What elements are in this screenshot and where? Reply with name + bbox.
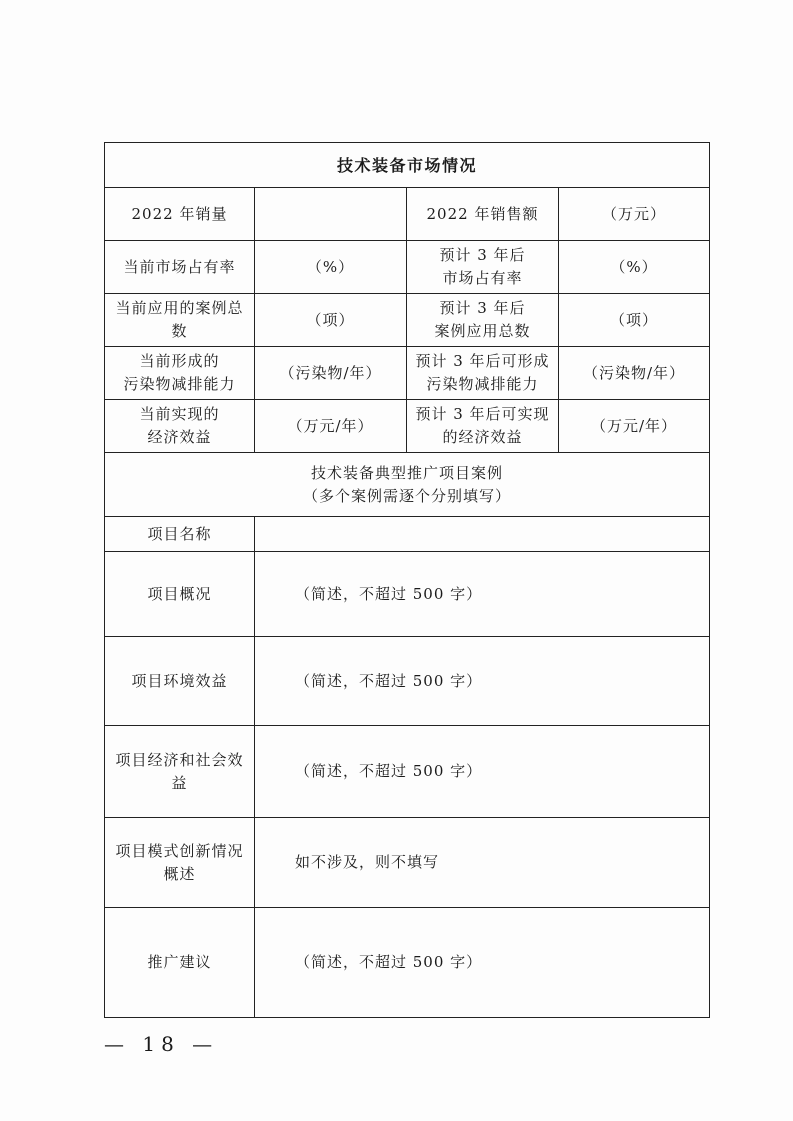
label-project-econ-social-benefit: [105, 726, 255, 818]
field-project-name[interactable]: [255, 517, 710, 552]
label-current-case-count: [105, 294, 255, 347]
equipment-market-form: [104, 142, 710, 1018]
field-current-market-share[interactable]: （%）: [255, 241, 407, 294]
section-title-cases: [105, 453, 710, 517]
label-line: 当前实现的: [139, 405, 220, 423]
label-line: 污染物减排能力: [123, 375, 236, 393]
label-current-emission-reduction: [105, 347, 255, 400]
field-case-count-3-years[interactable]: （项）: [559, 294, 710, 347]
label-line: 项目模式创新情况: [115, 841, 244, 860]
label-line: 项目经济和社会效: [115, 750, 244, 769]
label-line: 数: [171, 322, 188, 340]
label-line: 当前形成的: [139, 352, 220, 370]
label-emission-reduction-3-years: [407, 347, 559, 400]
section-title-market: 技术装备市场情况: [105, 143, 710, 188]
label-project-overview: 项目概况: [105, 552, 255, 637]
label-current-economic-benefit: [105, 400, 255, 453]
label-line: 益: [171, 773, 188, 792]
label-line: 污染物减排能力: [426, 375, 539, 393]
label-current-market-share: 当前市场占有率: [105, 241, 255, 294]
label-line: 预计 3 年后: [439, 246, 526, 264]
label-line: 预计 3 年后可实现: [415, 405, 550, 423]
field-current-case-count[interactable]: （项）: [255, 294, 407, 347]
field-current-economic-benefit[interactable]: （万元/年）: [255, 400, 407, 453]
label-2022-sales-volume: 2022 年销量: [105, 188, 255, 241]
field-2022-sales-volume[interactable]: [255, 188, 407, 241]
label-line: 经济效益: [147, 428, 212, 446]
label-line: 预计 3 年后可形成: [415, 352, 550, 370]
field-emission-reduction-3-years[interactable]: （污染物/年）: [559, 347, 710, 400]
label-line: 预计 3 年后: [439, 299, 526, 317]
label-promotion-recommendation: 推广建议: [105, 908, 255, 1018]
section-subtitle-line: （多个案例需逐个分别填写）: [303, 486, 512, 505]
section-title-line: 技术装备典型推广项目案例: [311, 463, 504, 482]
label-project-model-innovation: [105, 818, 255, 908]
label-market-share-3-years: [407, 241, 559, 294]
field-project-econ-social-benefit[interactable]: （简述，不超过 500 字）: [255, 726, 710, 818]
label-economic-benefit-3-years: [407, 400, 559, 453]
label-line: 概述: [163, 864, 196, 883]
field-project-env-benefit[interactable]: （简述，不超过 500 字）: [255, 637, 710, 726]
label-line: 案例应用总数: [434, 322, 531, 340]
label-line: 的经济效益: [442, 428, 523, 446]
field-current-emission-reduction[interactable]: （污染物/年）: [255, 347, 407, 400]
field-economic-benefit-3-years[interactable]: （万元/年）: [559, 400, 710, 453]
label-line: 市场占有率: [442, 269, 523, 287]
field-2022-sales-amount[interactable]: （万元）: [559, 188, 710, 241]
label-project-name: 项目名称: [105, 517, 255, 552]
field-project-model-innovation[interactable]: 如不涉及，则不填写: [255, 818, 710, 908]
field-project-overview[interactable]: （简述，不超过 500 字）: [255, 552, 710, 637]
label-line: 当前应用的案例总: [115, 299, 244, 317]
page-number: — 18 —: [104, 1032, 219, 1056]
label-2022-sales-amount: 2022 年销售额: [407, 188, 559, 241]
label-project-env-benefit: 项目环境效益: [105, 637, 255, 726]
field-promotion-recommendation[interactable]: （简述，不超过 500 字）: [255, 908, 710, 1018]
field-market-share-3-years[interactable]: （%）: [559, 241, 710, 294]
label-case-count-3-years: [407, 294, 559, 347]
